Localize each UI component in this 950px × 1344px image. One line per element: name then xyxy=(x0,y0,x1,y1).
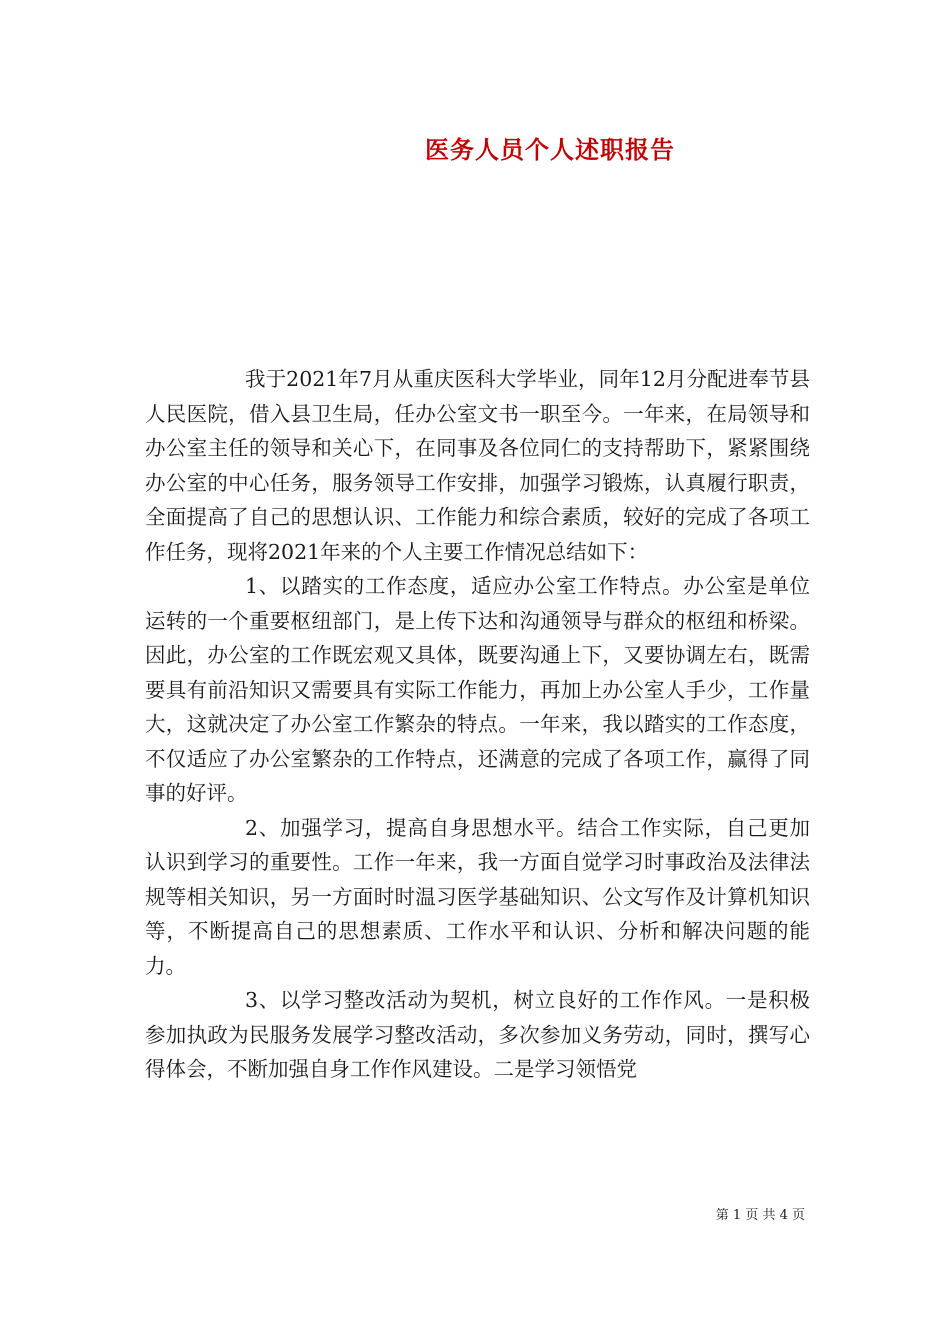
page-title: 医务人员个人述职报告 xyxy=(425,135,675,164)
document-body xyxy=(145,362,810,1087)
paragraph-item-2: 2、加强学习，提高自身思想水平。结合工作实际，自己更加认识到学习的重要性。工作一年来，我一方面自觉学习时事政治及法律法规等相关知识，另一方面时时温习医学基础知识、公文写作及计算机知识等，不断提高自己的思想素质、工作水平和认识、分析和解决问题的能力。 xyxy=(145,815,810,978)
paragraph-item-1: 1、以踏实的工作态度，适应办公室工作特点。办公室是单位运转的一个重要枢纽部门，是上传下达和沟通领导与群众的枢纽和桥梁。因此，办公室的工作既宏观又具体，既要沟通上下，又要协调左右，既需要具有前沿知识又需要具有实际工作能力，再加上办公室人手少，工作量大，这就决定了办公室工作繁杂的特点。一年来，我以踏实的工作态度，不仅适应了办公室繁杂的工作特点，还满意的完成了各项工作，赢得了同事的好评。 xyxy=(145,574,810,805)
page-number-footer: 第 1 页 共 4 页 xyxy=(715,1208,805,1223)
paragraph-item-3: 3、以学习整改活动为契机，树立良好的工作作风。一是积极参加执政为民服务发展学习整改活动，多次参加义务劳动，同时，撰写心得体会，不断加强自身工作作风建设。二是学习领悟党 xyxy=(145,988,810,1081)
paragraph-intro: 我于2021年7月从重庆医科大学毕业，同年12月分配进奉节县人民医院，借入县卫生局，任办公室文书一职至今。一年来，在局领导和办公室主任的领导和关心下，在同事及各位同仁的支持帮助下，紧紧围绕办公室的中心任务，服务领导工作安排，加强学习锻炼，认真履行职责，全面提高了自己的思想认识、工作能力和综合素质，较好的完成了各项工作任务，现将2021年来的个人主要工作情况总结如下： xyxy=(145,367,810,564)
